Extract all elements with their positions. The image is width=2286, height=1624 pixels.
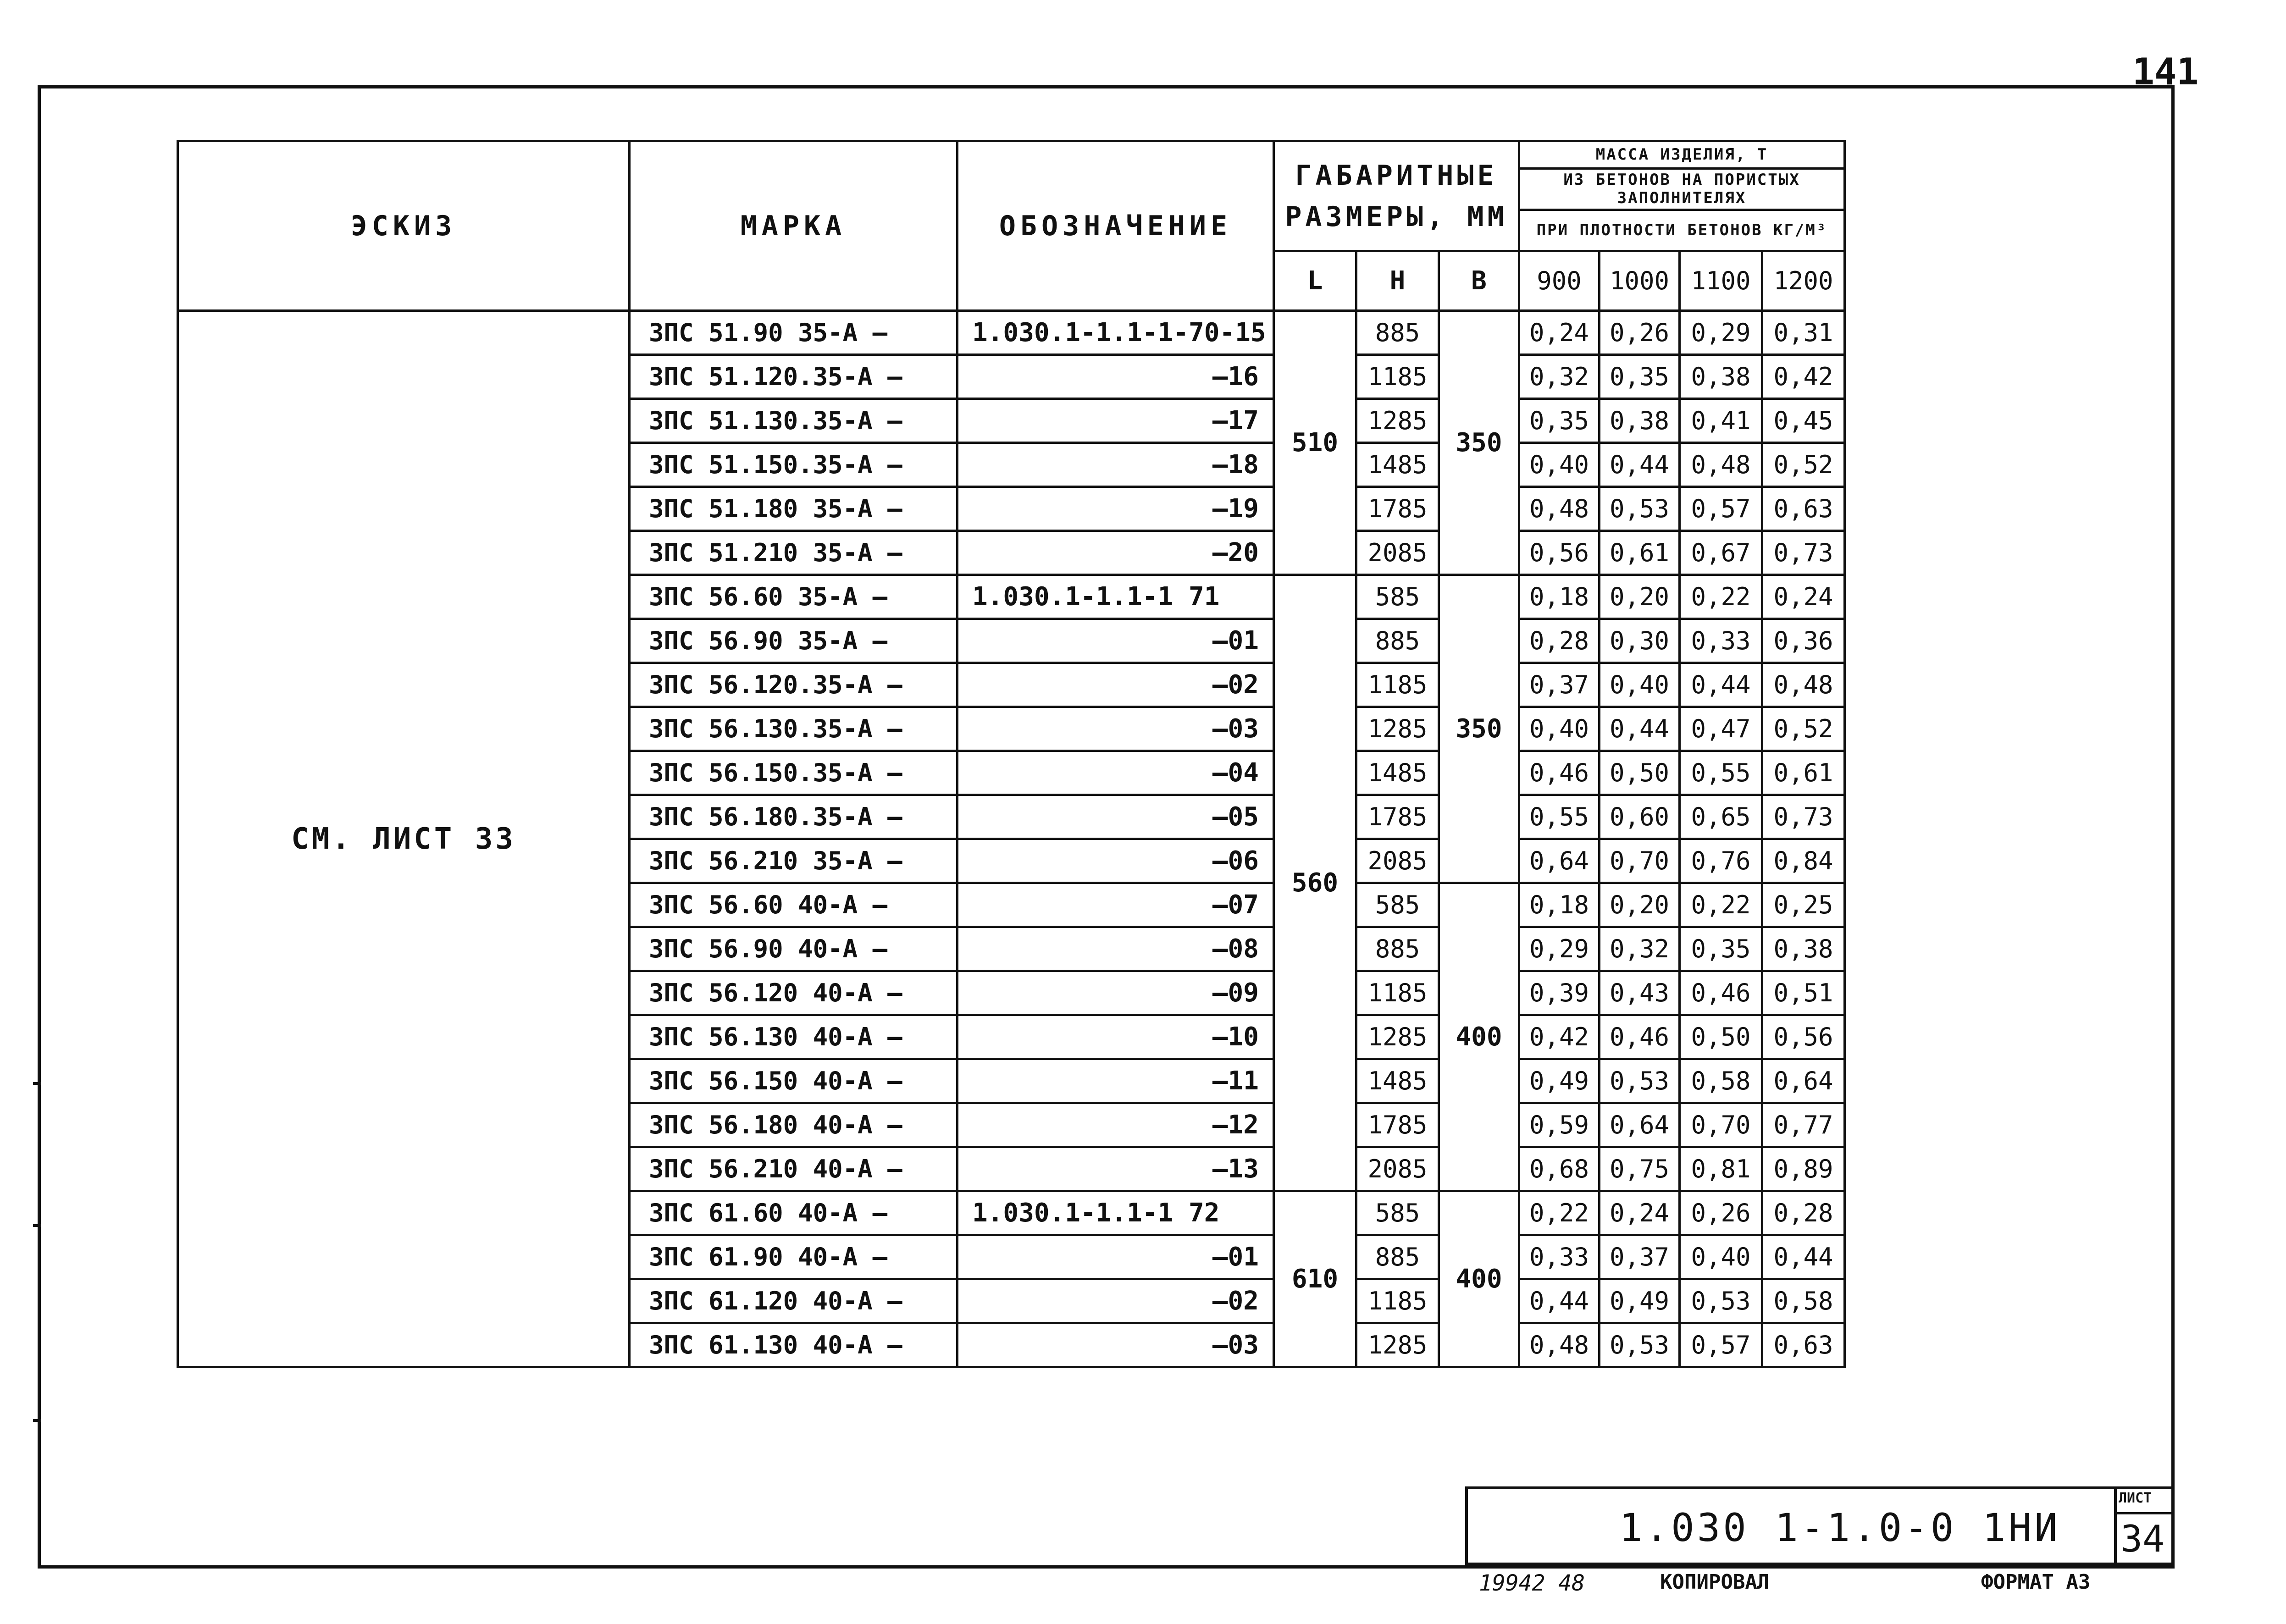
mass-cell: 0,24 xyxy=(1519,311,1600,355)
header-mass-title: МАССА ИЗДЕЛИЯ, Т xyxy=(1519,141,1845,169)
mass-cell: 0,35 xyxy=(1680,927,1762,971)
designation-cell: 1.030.1-1.1-1-70-15 xyxy=(958,311,1274,355)
mass-cell: 0,53 xyxy=(1600,1323,1680,1367)
height-H-cell: 1785 xyxy=(1356,1103,1439,1147)
mass-cell: 0,52 xyxy=(1762,443,1845,487)
header-density-1000: 1000 xyxy=(1600,251,1680,311)
mark-cell: ЗПС 56.130 40-А – xyxy=(630,1015,958,1059)
mass-cell: 0,63 xyxy=(1762,487,1845,531)
mass-cell: 0,53 xyxy=(1680,1279,1762,1323)
mark-cell: ЗПС 56.180.35-А – xyxy=(630,795,958,839)
mass-cell: 0,48 xyxy=(1680,443,1762,487)
mass-cell: 0,73 xyxy=(1762,531,1845,575)
mass-cell: 0,76 xyxy=(1680,839,1762,883)
header-density-1200: 1200 xyxy=(1762,251,1845,311)
mass-cell: 0,53 xyxy=(1600,1059,1680,1103)
mass-cell: 0,33 xyxy=(1680,619,1762,663)
sheet-label: ЛИСТ xyxy=(2119,1490,2152,1506)
mass-cell: 0,22 xyxy=(1519,1191,1600,1235)
mass-cell: 0,63 xyxy=(1762,1323,1845,1367)
mass-cell: 0,57 xyxy=(1680,487,1762,531)
mass-cell: 0,38 xyxy=(1600,399,1680,443)
mass-cell: 0,61 xyxy=(1762,751,1845,795)
title-block xyxy=(1465,1486,2114,1565)
mass-cell: 0,35 xyxy=(1600,355,1680,399)
mark-cell: ЗПС 61.60 40-А – xyxy=(630,1191,958,1235)
height-H-cell: 1185 xyxy=(1356,663,1439,707)
mass-cell: 0,67 xyxy=(1680,531,1762,575)
mass-cell: 0,33 xyxy=(1519,1235,1600,1279)
mark-cell: ЗПС 56.60 40-А – xyxy=(630,883,958,927)
designation-cell: –05 xyxy=(958,795,1274,839)
designation-cell: –10 xyxy=(958,1015,1274,1059)
width-B-cell: 400 xyxy=(1439,883,1519,1191)
mass-cell: 0,36 xyxy=(1762,619,1845,663)
mark-cell: ЗПС 56.210 35-А – xyxy=(630,839,958,883)
mass-cell: 0,48 xyxy=(1519,1323,1600,1367)
mass-cell: 0,73 xyxy=(1762,795,1845,839)
mass-cell: 0,56 xyxy=(1762,1015,1845,1059)
designation-cell: –11 xyxy=(958,1059,1274,1103)
mass-cell: 0,25 xyxy=(1762,883,1845,927)
mass-cell: 0,29 xyxy=(1680,311,1762,355)
mass-cell: 0,89 xyxy=(1762,1147,1845,1191)
length-L-cell: 610 xyxy=(1274,1191,1356,1367)
height-H-cell: 585 xyxy=(1356,1191,1439,1235)
copied-label: КОПИРОВАЛ xyxy=(1660,1570,1770,1594)
sheet-divider xyxy=(2117,1512,2172,1514)
mark-cell: ЗПС 51.150.35-А – xyxy=(630,443,958,487)
mass-cell: 0,56 xyxy=(1519,531,1600,575)
designation-cell: –02 xyxy=(958,663,1274,707)
header-mass-aggregate: ИЗ БЕТОНОВ НА ПОРИСТЫХ ЗАПОЛНИТЕЛЯХ xyxy=(1519,169,1845,210)
mass-cell: 0,28 xyxy=(1762,1191,1845,1235)
mass-cell: 0,47 xyxy=(1680,707,1762,751)
mark-cell: ЗПС 51.180 35-А – xyxy=(630,487,958,531)
mass-cell: 0,38 xyxy=(1680,355,1762,399)
inventory-number: 19942 48 xyxy=(1479,1570,1585,1596)
mass-cell: 0,46 xyxy=(1600,1015,1680,1059)
mass-cell: 0,57 xyxy=(1680,1323,1762,1367)
header-mass-density: ПРИ ПЛОТНОСТИ БЕТОНОВ КГ/М³ xyxy=(1519,210,1845,251)
mass-cell: 0,68 xyxy=(1519,1147,1600,1191)
mark-cell: ЗПС 56.60 35-А – xyxy=(630,575,958,619)
mark-cell: ЗПС 61.120 40-А – xyxy=(630,1279,958,1323)
margin-tick xyxy=(33,1419,41,1422)
table-row xyxy=(178,311,1845,355)
mass-cell: 0,45 xyxy=(1762,399,1845,443)
mass-cell: 0,30 xyxy=(1600,619,1680,663)
mass-cell: 0,59 xyxy=(1519,1103,1600,1147)
mass-cell: 0,48 xyxy=(1762,663,1845,707)
mass-cell: 0,18 xyxy=(1519,575,1600,619)
mass-cell: 0,50 xyxy=(1600,751,1680,795)
header-density-900: 900 xyxy=(1519,251,1600,311)
mark-cell: ЗПС 56.150 40-А – xyxy=(630,1059,958,1103)
height-H-cell: 1485 xyxy=(1356,1059,1439,1103)
mass-cell: 0,84 xyxy=(1762,839,1845,883)
mark-cell: ЗПС 56.150.35-А – xyxy=(630,751,958,795)
height-H-cell: 1285 xyxy=(1356,1323,1439,1367)
height-H-cell: 1185 xyxy=(1356,971,1439,1015)
mass-cell: 0,39 xyxy=(1519,971,1600,1015)
height-H-cell: 1485 xyxy=(1356,443,1439,487)
height-H-cell: 1185 xyxy=(1356,1279,1439,1323)
height-H-cell: 885 xyxy=(1356,619,1439,663)
height-H-cell: 1285 xyxy=(1356,1015,1439,1059)
mark-cell: ЗПС 56.130.35-А – xyxy=(630,707,958,751)
designation-cell: –04 xyxy=(958,751,1274,795)
mass-cell: 0,43 xyxy=(1600,971,1680,1015)
designation-cell: –13 xyxy=(958,1147,1274,1191)
mass-cell: 0,49 xyxy=(1519,1059,1600,1103)
designation-cell: –06 xyxy=(958,839,1274,883)
mark-cell: ЗПС 56.90 40-А – xyxy=(630,927,958,971)
mark-cell: ЗПС 51.210 35-А – xyxy=(630,531,958,575)
mass-cell: 0,29 xyxy=(1519,927,1600,971)
width-B-cell: 350 xyxy=(1439,575,1519,883)
height-H-cell: 885 xyxy=(1356,927,1439,971)
mass-cell: 0,52 xyxy=(1762,707,1845,751)
mass-cell: 0,44 xyxy=(1762,1235,1845,1279)
header-col-H: H xyxy=(1356,251,1439,311)
mass-cell: 0,77 xyxy=(1762,1103,1845,1147)
mass-cell: 0,24 xyxy=(1600,1191,1680,1235)
height-H-cell: 2085 xyxy=(1356,531,1439,575)
specification-table xyxy=(177,140,1846,1368)
mass-cell: 0,46 xyxy=(1519,751,1600,795)
mass-cell: 0,26 xyxy=(1680,1191,1762,1235)
sheet-number: 34 xyxy=(2120,1518,2165,1560)
length-L-cell: 510 xyxy=(1274,311,1356,575)
mass-cell: 0,64 xyxy=(1519,839,1600,883)
corner-mark: 141 xyxy=(2132,50,2199,93)
mass-cell: 0,22 xyxy=(1680,575,1762,619)
mass-cell: 0,35 xyxy=(1519,399,1600,443)
mark-cell: ЗПС 51.90 35-А – xyxy=(630,311,958,355)
mark-cell: ЗПС 51.130.35-А – xyxy=(630,399,958,443)
width-B-cell: 350 xyxy=(1439,311,1519,575)
height-H-cell: 885 xyxy=(1356,1235,1439,1279)
header-mark: МАРКА xyxy=(630,141,958,311)
mass-cell: 0,55 xyxy=(1519,795,1600,839)
mass-cell: 0,81 xyxy=(1680,1147,1762,1191)
mass-cell: 0,40 xyxy=(1600,663,1680,707)
height-H-cell: 1285 xyxy=(1356,707,1439,751)
mass-cell: 0,32 xyxy=(1600,927,1680,971)
height-H-cell: 1785 xyxy=(1356,795,1439,839)
designation-cell: –08 xyxy=(958,927,1274,971)
mass-cell: 0,64 xyxy=(1600,1103,1680,1147)
mass-cell: 0,18 xyxy=(1519,883,1600,927)
mark-cell: ЗПС 56.120 40-А – xyxy=(630,971,958,1015)
designation-cell: –01 xyxy=(958,1235,1274,1279)
height-H-cell: 2085 xyxy=(1356,1147,1439,1191)
length-L-cell: 560 xyxy=(1274,575,1356,1191)
height-H-cell: 2085 xyxy=(1356,839,1439,883)
mass-cell: 0,60 xyxy=(1600,795,1680,839)
header-designation: ОБОЗНАЧЕНИЕ xyxy=(958,141,1274,311)
mark-cell: ЗПС 51.120.35-А – xyxy=(630,355,958,399)
height-H-cell: 1285 xyxy=(1356,399,1439,443)
mass-cell: 0,20 xyxy=(1600,575,1680,619)
mass-cell: 0,38 xyxy=(1762,927,1845,971)
designation-cell: –16 xyxy=(958,355,1274,399)
mass-cell: 0,22 xyxy=(1680,883,1762,927)
mass-cell: 0,65 xyxy=(1680,795,1762,839)
document-code: 1.030 1-1.0-0 1НИ xyxy=(1619,1505,2060,1550)
header-col-B: B xyxy=(1439,251,1519,311)
designation-cell: –17 xyxy=(958,399,1274,443)
mass-cell: 0,58 xyxy=(1680,1059,1762,1103)
mass-cell: 0,50 xyxy=(1680,1015,1762,1059)
mass-cell: 0,64 xyxy=(1762,1059,1845,1103)
mass-cell: 0,42 xyxy=(1519,1015,1600,1059)
mark-cell: ЗПС 56.120.35-А – xyxy=(630,663,958,707)
designation-cell: –01 xyxy=(958,619,1274,663)
height-H-cell: 1785 xyxy=(1356,487,1439,531)
height-H-cell: 885 xyxy=(1356,311,1439,355)
designation-cell: –20 xyxy=(958,531,1274,575)
mass-cell: 0,26 xyxy=(1600,311,1680,355)
mass-cell: 0,70 xyxy=(1680,1103,1762,1147)
mass-cell: 0,75 xyxy=(1600,1147,1680,1191)
designation-cell: –19 xyxy=(958,487,1274,531)
mass-cell: 0,70 xyxy=(1600,839,1680,883)
mass-cell: 0,37 xyxy=(1600,1235,1680,1279)
designation-cell: –03 xyxy=(958,707,1274,751)
height-H-cell: 1485 xyxy=(1356,751,1439,795)
mass-cell: 0,28 xyxy=(1519,619,1600,663)
height-H-cell: 585 xyxy=(1356,575,1439,619)
height-H-cell: 1185 xyxy=(1356,355,1439,399)
mass-cell: 0,40 xyxy=(1519,707,1600,751)
header-dims: ГАБАРИТНЫЕ РАЗМЕРЫ, ММ xyxy=(1274,141,1519,251)
header-sketch: ЭСКИЗ xyxy=(178,141,630,311)
margin-tick xyxy=(33,1082,41,1085)
mass-cell: 0,42 xyxy=(1762,355,1845,399)
mass-cell: 0,49 xyxy=(1600,1279,1680,1323)
designation-cell: –02 xyxy=(958,1279,1274,1323)
mass-cell: 0,44 xyxy=(1680,663,1762,707)
mass-cell: 0,53 xyxy=(1600,487,1680,531)
mass-cell: 0,40 xyxy=(1680,1235,1762,1279)
mass-cell: 0,58 xyxy=(1762,1279,1845,1323)
designation-cell: –07 xyxy=(958,883,1274,927)
mass-cell: 0,31 xyxy=(1762,311,1845,355)
height-H-cell: 585 xyxy=(1356,883,1439,927)
mass-cell: 0,55 xyxy=(1680,751,1762,795)
mass-cell: 0,51 xyxy=(1762,971,1845,1015)
mass-cell: 0,48 xyxy=(1519,487,1600,531)
designation-cell: 1.030.1-1.1-1 71 xyxy=(958,575,1274,619)
mass-cell: 0,44 xyxy=(1519,1279,1600,1323)
mass-cell: 0,41 xyxy=(1680,399,1762,443)
header-density-1100: 1100 xyxy=(1680,251,1762,311)
mark-cell: ЗПС 56.210 40-А – xyxy=(630,1147,958,1191)
designation-cell: 1.030.1-1.1-1 72 xyxy=(958,1191,1274,1235)
sketch-reference: СМ. ЛИСТ 33 xyxy=(178,311,630,1367)
format-label: ФОРМАТ А3 xyxy=(1981,1570,2091,1594)
mass-cell: 0,40 xyxy=(1519,443,1600,487)
designation-cell: –09 xyxy=(958,971,1274,1015)
mass-cell: 0,44 xyxy=(1600,707,1680,751)
mass-cell: 0,46 xyxy=(1680,971,1762,1015)
mass-cell: 0,44 xyxy=(1600,443,1680,487)
mark-cell: ЗПС 56.90 35-А – xyxy=(630,619,958,663)
designation-cell: –18 xyxy=(958,443,1274,487)
mass-cell: 0,37 xyxy=(1519,663,1600,707)
designation-cell: –12 xyxy=(958,1103,1274,1147)
width-B-cell: 400 xyxy=(1439,1191,1519,1367)
mark-cell: ЗПС 56.180 40-А – xyxy=(630,1103,958,1147)
mark-cell: ЗПС 61.130 40-А – xyxy=(630,1323,958,1367)
mass-cell: 0,61 xyxy=(1600,531,1680,575)
designation-cell: –03 xyxy=(958,1323,1274,1367)
mass-cell: 0,24 xyxy=(1762,575,1845,619)
sheet-box xyxy=(2114,1486,2175,1565)
margin-tick xyxy=(33,1224,41,1227)
header-col-L: L xyxy=(1274,251,1356,311)
mark-cell: ЗПС 61.90 40-А – xyxy=(630,1235,958,1279)
mass-cell: 0,32 xyxy=(1519,355,1600,399)
mass-cell: 0,20 xyxy=(1600,883,1680,927)
